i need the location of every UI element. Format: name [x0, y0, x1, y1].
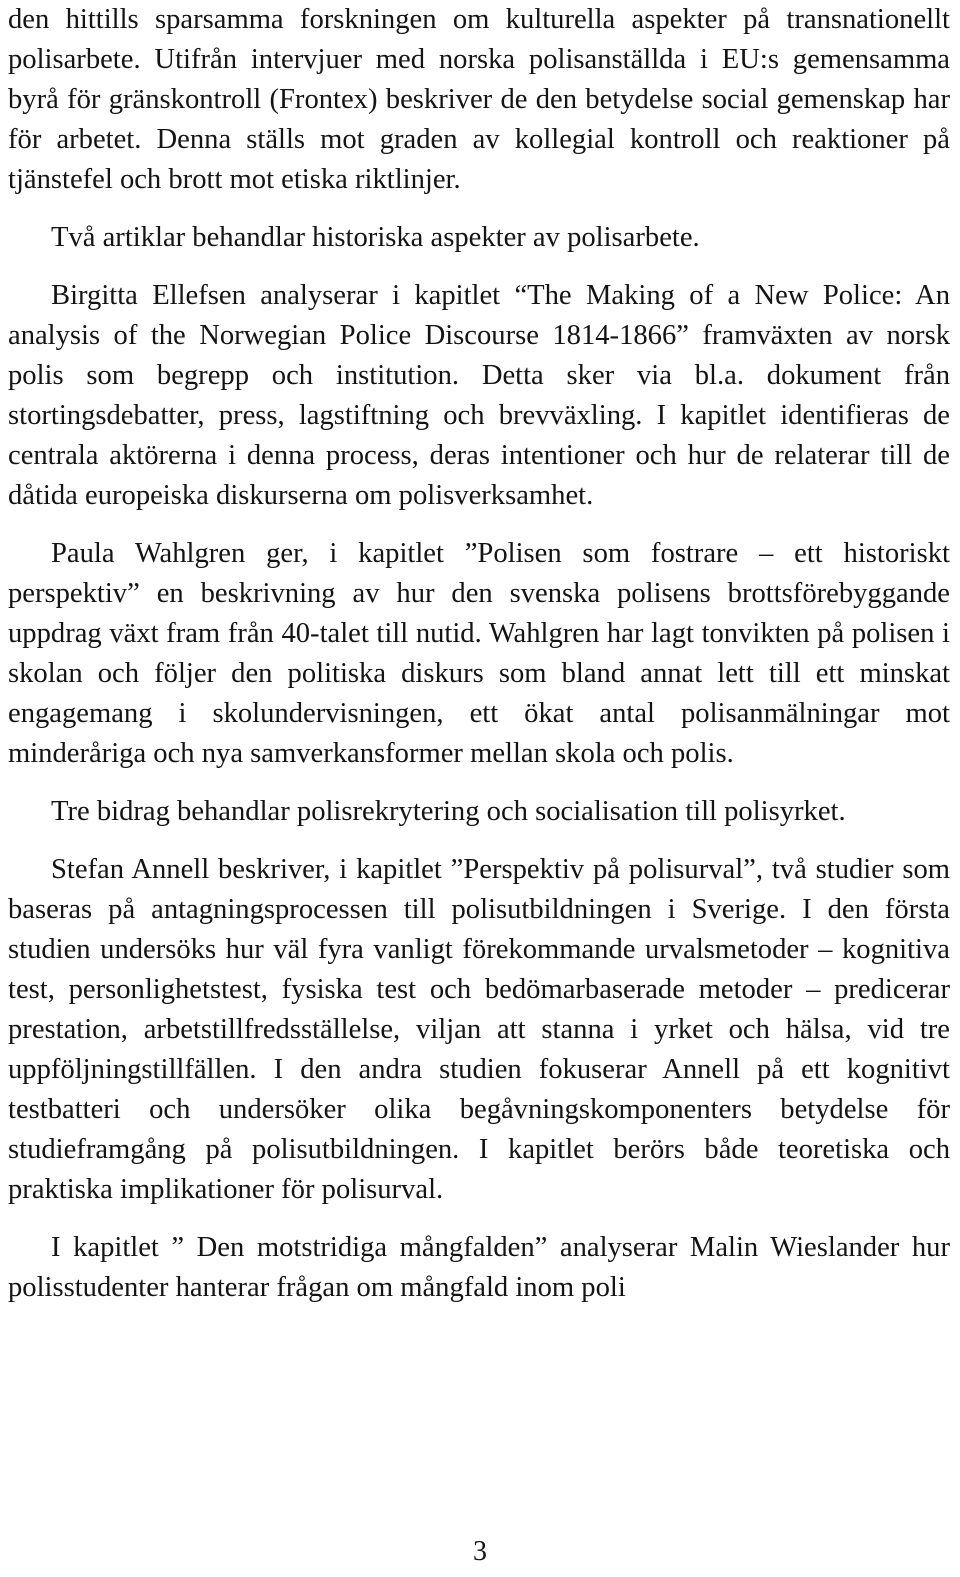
paragraph-ellefsen: Birgitta Ellefsen analyserar i kapitlet “The Making of a New Police: An analysis of the Norwegian Police Discourse 1814-1866” framväxten av norsk polis som begrepp och institution. Detta sker via bl.a. dokument från stortingsdebatter, press, lagstiftning och brevväxling. I kapitlet identifieras de centrala aktörerna i denna process, deras intentioner och hur de relaterar till de dåtida europeiska diskurserna om polisverksamhet. [8, 280, 950, 511]
paragraph-wahlgren: Paula Wahlgren ger, i kapitlet ”Polisen som fostrare – ett historiskt perspektiv” en beskrivning av hur den svenska polisens brottsförebyggande uppdrag växt fram från 40-talet till nutid. Wahlgren har lagt tonvikten på polisen i skolan och följer den politiska diskurs som bland annat lett till ett minskat engagemang i skolundervisningen, ett ökat antal polisanmälningar mot minderåriga och nya samverkansformer mellan skola och polis. [8, 538, 950, 769]
page-number: 3 [473, 1536, 487, 1567]
paragraph-historical-intro: Två artiklar behandlar historiska aspekter av polisarbete. [51, 222, 700, 253]
paragraph-wieslander: I kapitlet ” Den motstridiga mångfalden” analyserar Malin Wieslander hur polisstudenter hanterar frågan om mångfald inom poli [8, 1232, 950, 1303]
paragraph-annell: Stefan Annell beskriver, i kapitlet ”Perspektiv på polisurval”, två studier som baseras på antagningsprocessen till polisutbildningen i Sverige. I den första studien undersöks hur väl fyra vanligt förekommande urvalsmetoder – kognitiva test, personlighetstest, fysiska test och bedömarbaserade metoder – predicerar prestation, arbetstillfredsställelse, viljan att stanna i yrket och hälsa, vid tre uppföljningstillfällen. I den andra studien fokuserar Annell på ett kognitivt testbatteri och undersöker olika begåvningskomponenters betydelse för studieframgång på polisutbildningen. I kapitlet berörs både teoretiska och praktiska implikationer för polisurval. [8, 854, 950, 1205]
paragraph-frontex: den hittills sparsamma forskningen om kulturella aspekter på transnationellt polisarbete. Utifrån intervjuer med norska polisanställda i EU:s gemensamma byrå för gränskontroll (Frontex) beskriver de den betydelse social gemenskap har för arbetet. Denna ställs mot graden av kollegial kontroll och reaktioner på tjänstefel och brott mot etiska riktlinjer. [8, 4, 950, 195]
body-text [8, 0, 950, 1308]
paragraph-recruitment-intro: Tre bidrag behandlar polisrekrytering och socialisation till polisyrket. [51, 796, 846, 827]
